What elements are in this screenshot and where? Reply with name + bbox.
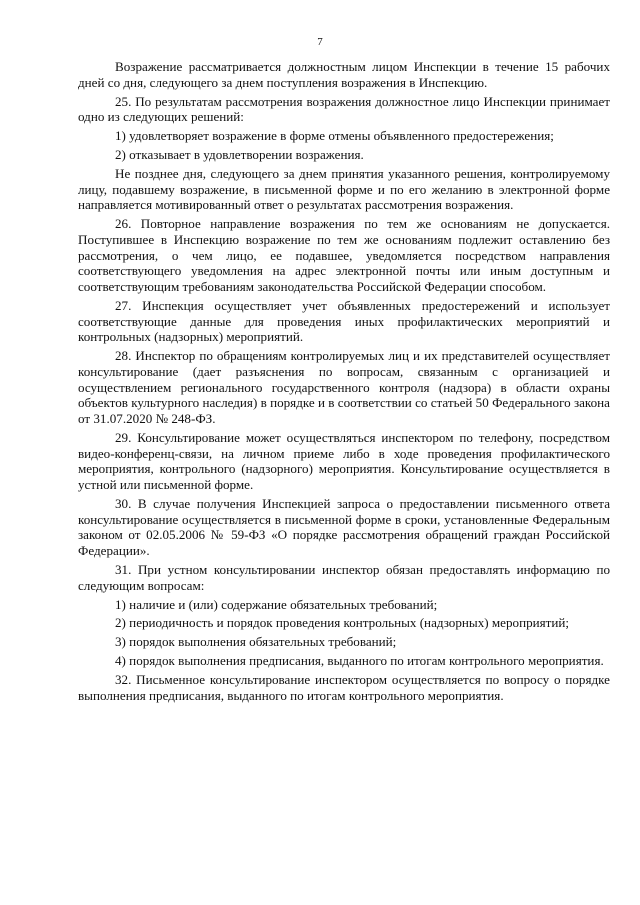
paragraph: Возражение рассматривается должностным лицом Инспекции в течение 15 рабочих дней со дня, следующего за днем поступления возражения в Инспекцию.: [78, 59, 610, 90]
paragraph: 2) отказывает в удовлетворении возражения.: [115, 147, 364, 163]
paragraph: 3) порядок выполнения обязательных требований;: [115, 634, 397, 650]
paragraph: 29. Консультирование может осуществляться инспектором по телефону, посредством видео-конференц-связи, на личном приеме либо в ходе проведения профилактического мероприятия, контрольного (надзорного) мероприятия. Консультирование осуществляется в устной или письменной форме.: [78, 429, 610, 493]
page-number: 7: [317, 36, 323, 48]
paragraph: 1) удовлетворяет возражение в форме отмены объявленного предостережения;: [115, 128, 554, 144]
document-body: [78, 59, 610, 707]
paragraph: 31. При устном консультировании инспектор обязан предоставлять информацию по следующим вопросам:: [78, 561, 610, 593]
paragraph: 28. Инспектор по обращениям контролируемых лиц и их представителей осуществляет консультирование (дает разъяснения по вопросам, связанным с организацией и осуществлением регионального государственного контроля (надзора) в области охраны объектов культурного наследия) в порядке и в соответствии со статьей 50 Федерального закона от 31.07.2020 № 248-ФЗ.: [78, 348, 610, 427]
paragraph: 1) наличие и (или) содержание обязательных требований;: [115, 596, 438, 612]
paragraph: 25. По результатам рассмотрения возражения должностное лицо Инспекции принимает одно из следующих решений:: [78, 93, 610, 125]
paragraph: 30. В случае получения Инспекцией запроса о предоставлении письменного ответа консультирование осуществляется в письменной форме в сроки, установленные Федеральным законом от 02.05.2006 № 59-ФЗ «О порядке рассмотрения обращений граждан Российской Федерации».: [78, 495, 610, 559]
paragraph: 4) порядок выполнения предписания, выданного по итогам контрольного мероприятия.: [115, 653, 604, 669]
paragraph: 26. Повторное направление возражения по тем же основаниям не допускается. Поступившее в Инспекцию возражение по тем же основаниям подлежит оставлению без рассмотрения, о чем лицо, ее подавшее, уведомляется посредством направления соответствующего уведомления на адрес электронной почты или иным доступным и соответствующим требованиям законодательства Российской Федерации способом.: [78, 216, 610, 295]
paragraph: 2) периодичность и порядок проведения контрольных (надзорных) мероприятий;: [115, 615, 570, 631]
paragraph: 27. Инспекция осуществляет учет объявленных предостережений и использует соответствующие данные для проведения иных профилактических мероприятий и контрольных (надзорных) мероприятий.: [78, 297, 610, 345]
paragraph: 32. Письменное консультирование инспектором осуществляется по вопросу о порядке выполнения предписания, выданного по итогам контрольного мероприятия.: [78, 672, 610, 703]
paragraph: Не позднее дня, следующего за днем принятия указанного решения, контролируемому лицу, подавшему возражение, в письменной форме и по его желанию в электронной форме направляется мотивированный ответ о результатах рассмотрения возражения.: [78, 165, 610, 213]
